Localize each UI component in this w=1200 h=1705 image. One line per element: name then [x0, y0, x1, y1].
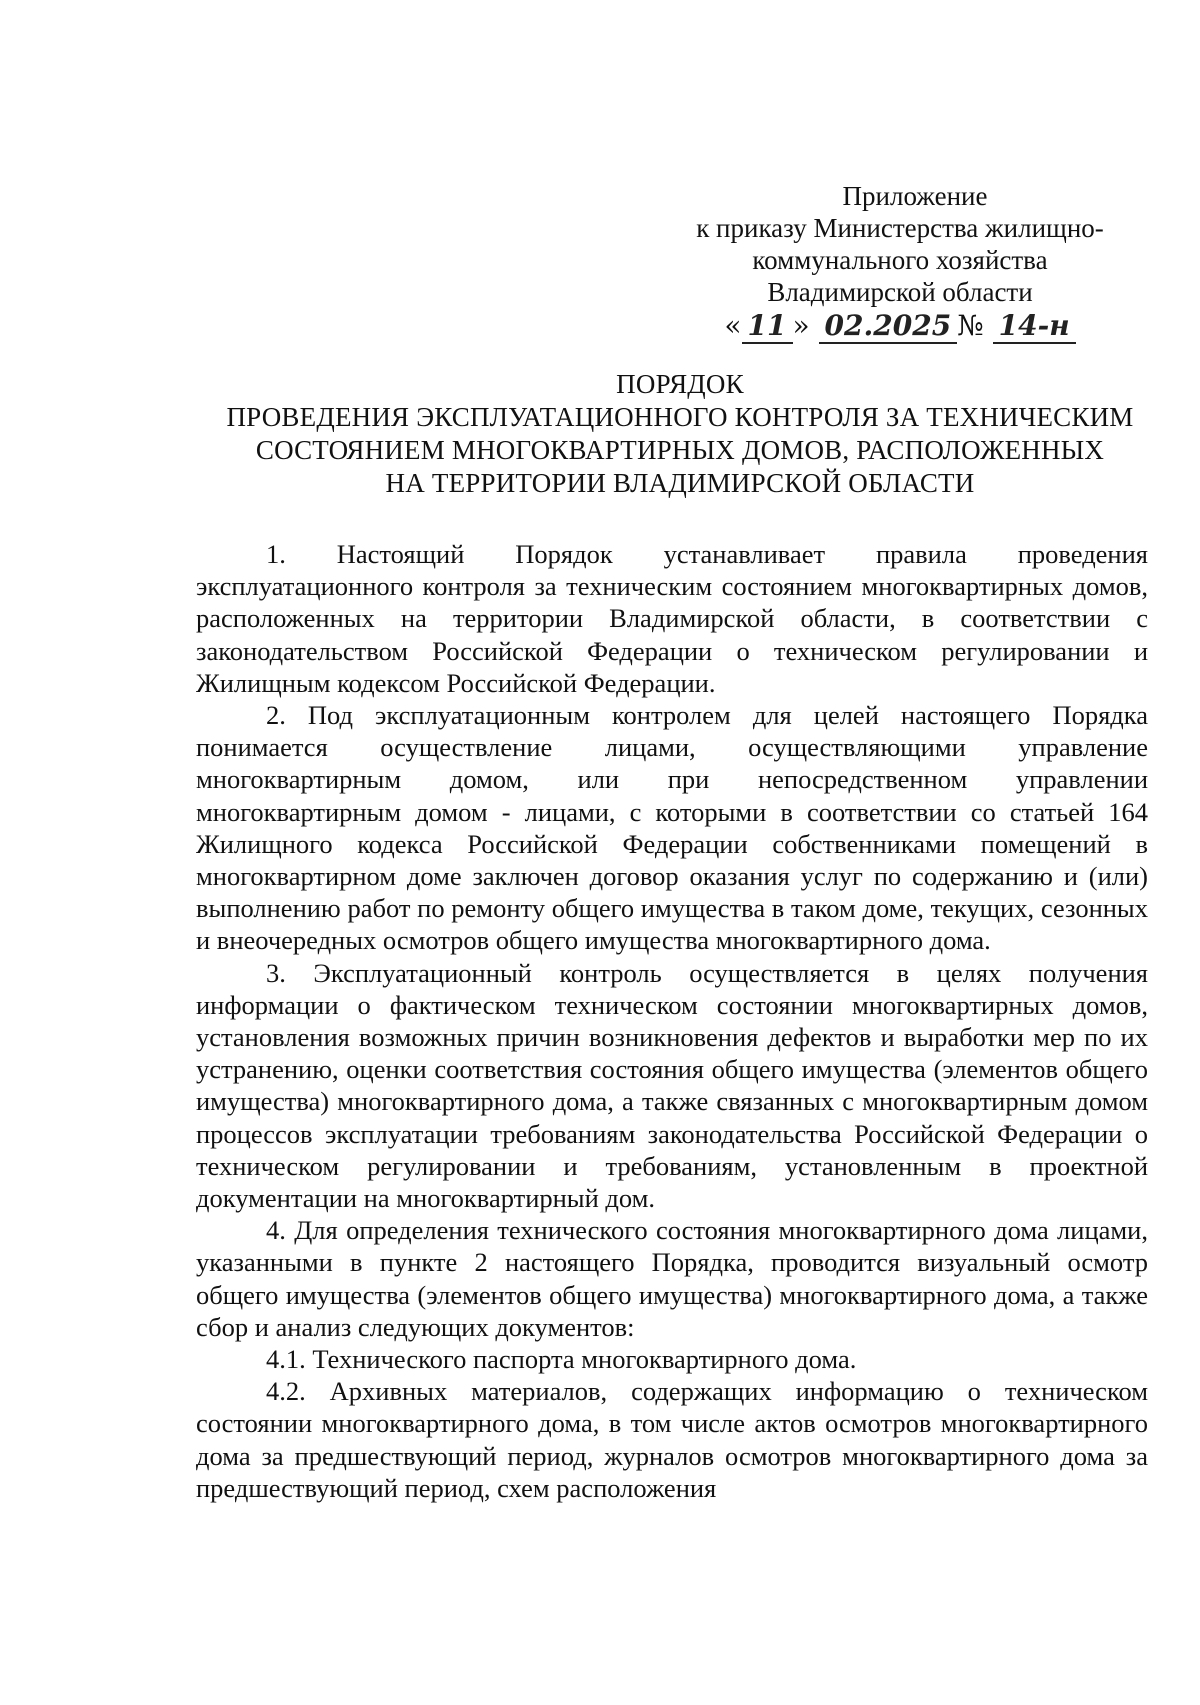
title-line-1: ПОРЯДОК: [616, 369, 744, 399]
paragraph-1: 1. Настоящий Порядок устанавливает правила проведения эксплуатационного контроля за техническим состоянием многоквартирных домов, расположенных на территории Владимирской области, в соответствии с законодательством Российской Федерации о техническом регулировании и Жилищным кодексом Российской Федерации.: [196, 539, 1148, 698]
paragraph-4-1: 4.1. Технического паспорта многоквартирного дома.: [266, 1344, 857, 1375]
paragraph-2: 2. Под эксплуатационным контролем для целей настоящего Порядка понимается осуществление лицами, осуществляющими управление многоквартирным домом, или при непосредственном управлении многоквартирным домом - лицами, с которыми в соответствии со статьей 164 Жилищного кодекса Российской Федерации собственниками помещений в многоквартирном доме заключен договор оказания услуг по содержанию и (или) выполнению работ по ремонту общего имущества в таком доме, текущих, сезонных и внеочередных осмотров общего имущества многоквартирного дома.: [196, 700, 1148, 956]
appendix-heading: Приложение: [842, 181, 988, 211]
paragraph-4: 4. Для определения технического состояния многоквартирного дома лицами, указанными в пункте 2 настоящего Порядка, проводится визуальный осмотр общего имущества (элементов общего имущества) многоквартирного дома, а также сбор и анализ следующих документов:: [196, 1215, 1148, 1342]
appendix-region-line: Владимирской области: [767, 277, 1033, 307]
number-sign: №: [957, 309, 984, 342]
order-number: 14-н: [993, 309, 1076, 344]
title-line-4: НА ТЕРРИТОРИИ ВЛАДИМИРСКОЙ ОБЛАСТИ: [385, 468, 975, 498]
document-title: [200, 368, 1160, 500]
document-body: [196, 538, 1148, 1504]
paragraph-3: 3. Эксплуатационный контроль осуществляется в целях получения информации о фактическом техническом состоянии многоквартирных домов, установления возможных причин возникновения дефектов и выработки мер по их устранению, оценки соответствия состояния общего имущества (элементов общего имущества) многоквартирного дома, а также связанных с многоквартирным домом процессов эксплуатации требованиям законодательства Российской Федерации о техническом регулировании и требованиям, установленным в проектной документации на многоквартирный дом.: [196, 957, 1148, 1214]
order-day: 11: [742, 309, 793, 344]
order-month-year: 02.2025: [819, 309, 958, 344]
order-date-number: « 11 » 02.2025 № 14-н: [680, 310, 1120, 342]
appendix-order-line: к приказу Министерства жилищно-: [696, 213, 1104, 243]
title-line-2: ПРОВЕДЕНИЯ ЭКСПЛУАТАЦИОННОГО КОНТРОЛЯ ЗА ТЕХНИЧЕСКИМ: [226, 402, 1134, 432]
title-line-3: СОСТОЯНИЕМ МНОГОКВАРТИРНЫХ ДОМОВ, РАСПОЛОЖЕННЫХ: [255, 435, 1105, 465]
appendix-block: [680, 180, 1120, 342]
paragraph-4-2: 4.2. Архивных материалов, содержащих информацию о техническом состоянии многоквартирного дома, в том числе актов осмотров многоквартирного дома за предшествующий период, журналов осмотров многоквартирного дома за предшествующий период, схем расположения: [196, 1376, 1148, 1503]
appendix-ministry-line: коммунального хозяйства: [752, 245, 1048, 275]
